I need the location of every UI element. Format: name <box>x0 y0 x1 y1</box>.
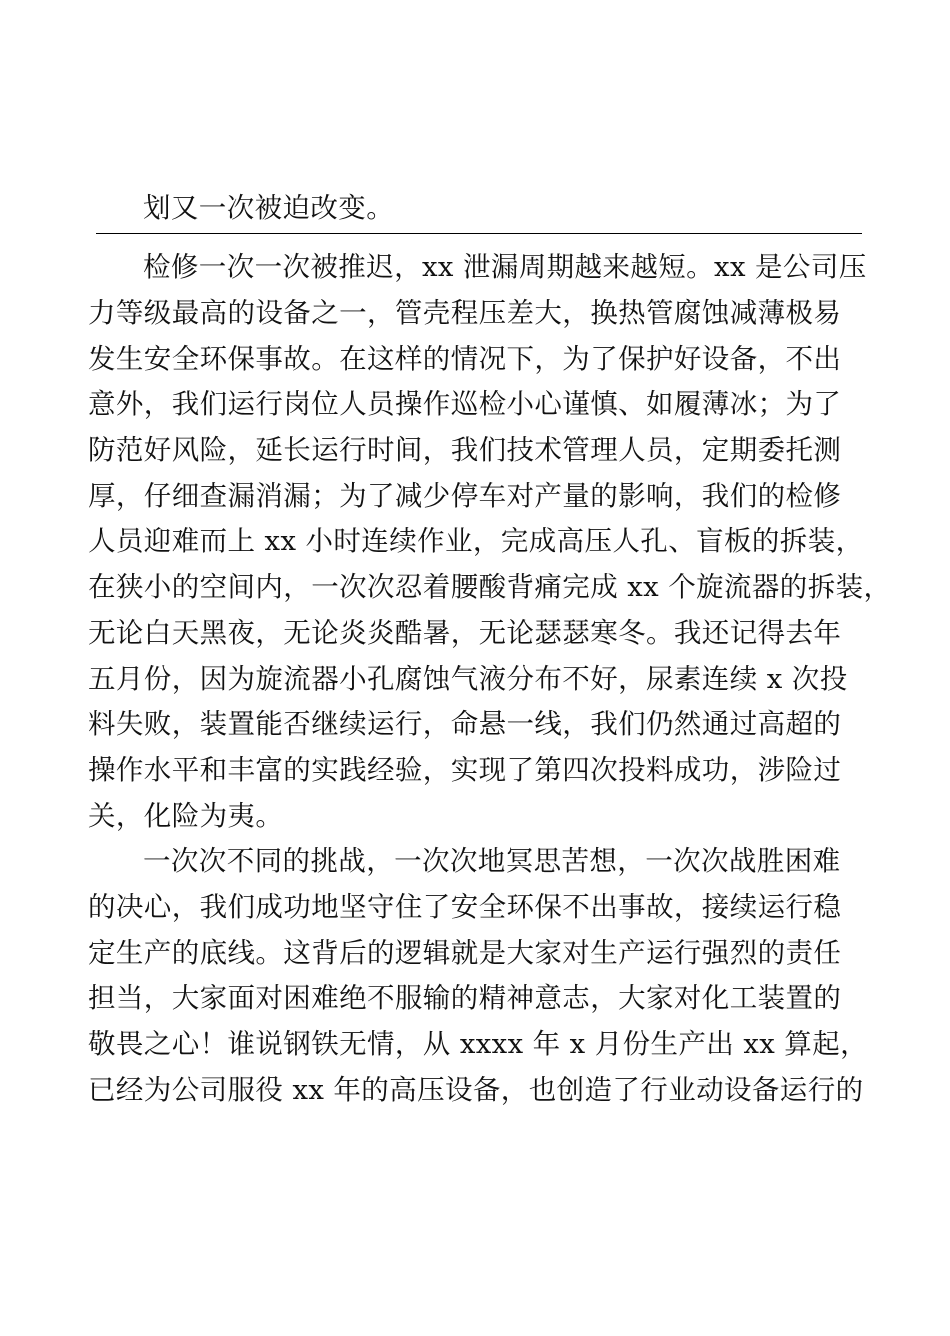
text-line: 划又一次被迫改变。 <box>143 192 395 224</box>
text-line: 五月份，因为旋流器小孔腐蚀气液分布不好，尿素连续 x 次投 <box>88 663 848 695</box>
text-line: 人员迎难而上 xx 小时连续作业，完成高压人孔、盲板的拆装， <box>88 525 864 557</box>
text-line: 敬畏之心！谁说钢铁无情，从 xxxx 年 x 月份生产出 xx 算起， <box>88 1028 869 1060</box>
text-line: 一次次不同的挑战，一次次地冥思苦想，一次次战胜困难 <box>143 845 841 877</box>
text-line: 力等级最高的设备之一，管壳程压差大，换热管腐蚀减薄极易 <box>88 297 842 329</box>
text-line: 担当，大家面对困难绝不服输的精神意志，大家对化工装置的 <box>88 982 842 1014</box>
horizontal-rule <box>96 233 862 234</box>
text-line: 料失败，装置能否继续运行，命悬一线，我们仍然通过高超的 <box>88 708 842 740</box>
text-line: 检修一次一次被推迟，xx 泄漏周期越来越短。xx 是公司压 <box>143 251 867 283</box>
text-line: 发生安全环保事故。在这样的情况下，为了保护好设备，不出 <box>88 343 842 375</box>
text-line: 的决心，我们成功地坚守住了安全环保不出事故，接续运行稳 <box>88 891 842 923</box>
text-line: 厚，仔细查漏消漏；为了减少停车对产量的影响，我们的检修 <box>88 480 842 512</box>
text-line: 意外，我们运行岗位人员操作巡检小心谨慎、如履薄冰；为了 <box>88 388 842 420</box>
text-line: 防范好风险，延长运行时间，我们技术管理人员，定期委托测 <box>88 434 842 466</box>
text-line: 操作水平和丰富的实践经验，实现了第四次投料成功，涉险过 <box>88 754 842 786</box>
text-line: 定生产的底线。这背后的逻辑就是大家对生产运行强烈的责任 <box>88 937 842 969</box>
text-line: 已经为公司服役 xx 年的高压设备，也创造了行业动设备运行的 <box>88 1074 864 1106</box>
text-line: 无论白天黑夜，无论炎炎酷暑，无论瑟瑟寒冬。我还记得去年 <box>88 617 842 649</box>
text-line: 在狭小的空间内，一次次忍着腰酸背痛完成 xx 个旋流器的拆装， <box>88 571 892 603</box>
text-line: 关，化险为夷。 <box>88 800 284 832</box>
